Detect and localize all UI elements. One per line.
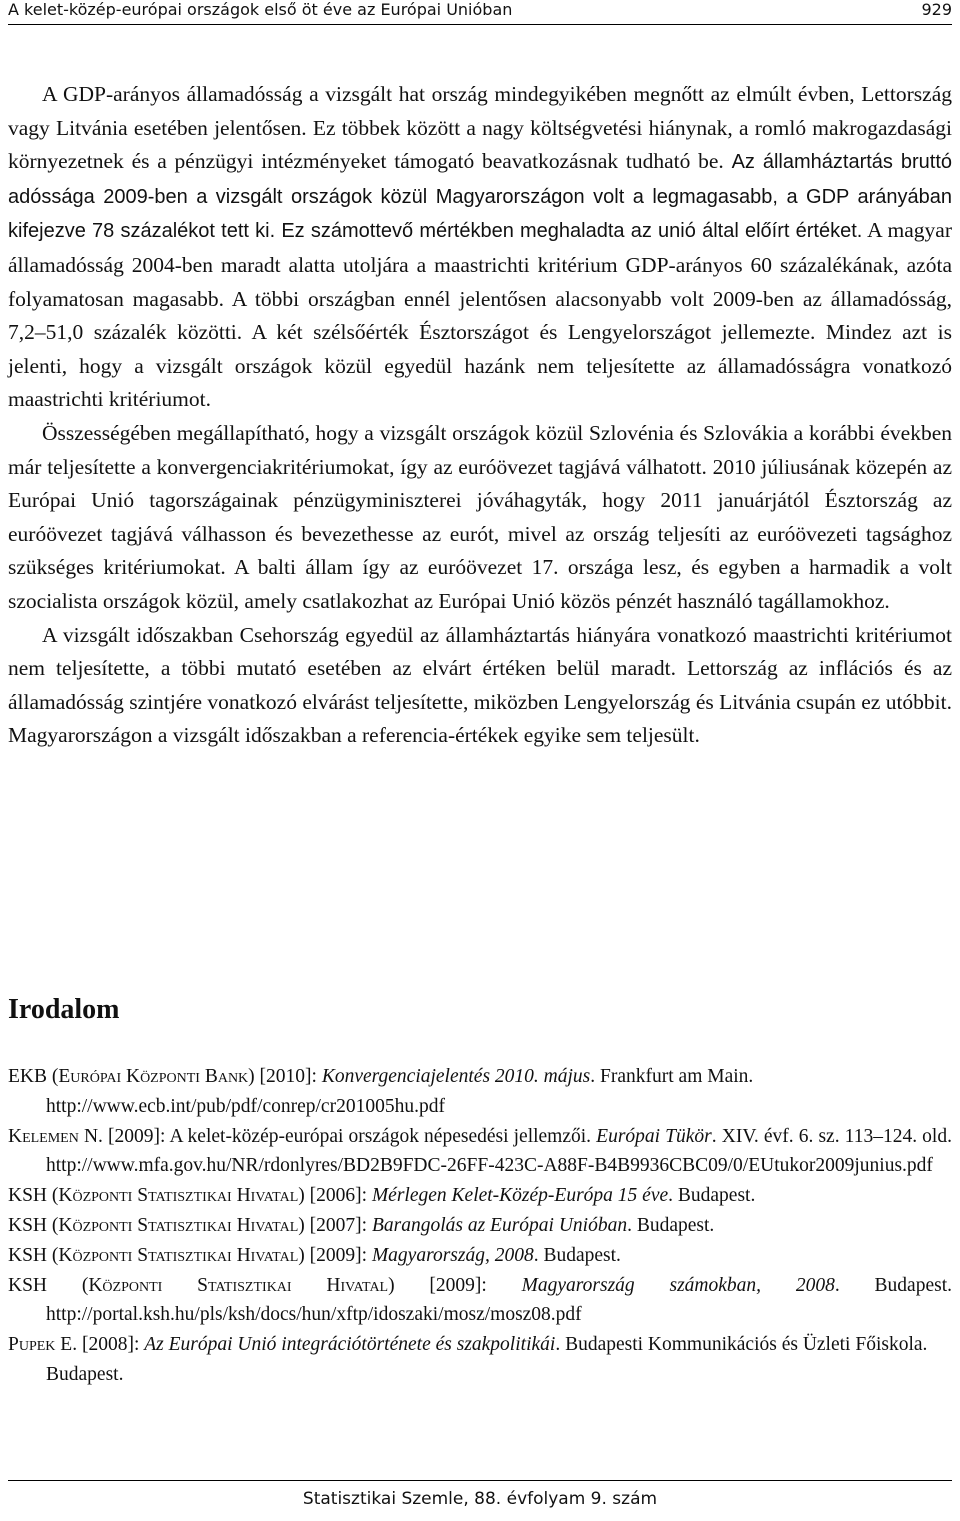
paragraph-gdp-debt — [8, 78, 952, 417]
reference-item — [8, 1241, 952, 1271]
reference-author: EKB (Európai Központi Bank) — [8, 1066, 255, 1087]
running-footer: Statisztikai Szemle, 88. évfolyam 9. szám — [8, 1480, 952, 1521]
reference-title: Az Európai Unió integrációtörténete és szakpolitikái — [144, 1334, 556, 1356]
reference-author: KSH (Központi Statisztikai Hivatal) — [8, 1274, 395, 1296]
reference-item — [8, 1330, 952, 1390]
reference-year: [2009]: — [102, 1125, 170, 1147]
reference-title: Barangolás az Európai Unióban — [371, 1214, 628, 1236]
reference-details: . Budapest. http://portal.ksh.hu/pls/ksh/docs/hun/xftp/idoszaki/mosz/mosz08.pdf — [46, 1274, 952, 1326]
paragraph-criteria: A vizsgált időszakban Csehország egyedül az államháztartás hiányára vonatkozó maastrichti kritériumot nem teljesítette, a többi mutató esetében az elvárt értéken belül maradt. Lettország az inflációs és az államadósság szintjére vonatkozó elvárást teljesítette, miközben Lengyelország és Litvánia csupán ez utóbbit. Magyarországon a vizsgált időszakban a referencia-értékek egyike sem teljesült. — [8, 622, 952, 748]
paragraph-eurozone: Összességében megállapítható, hogy a vizsgált országok közül Szlovénia és Szlovákia a korábbi években már teljesítette a konvergenciakritériumokat, így az euróövezet tagjává válhatott. 2010 júliusának közepén az Európai Unió tagországainak pénzügyminiszterei jóváhagyták, hogy 2011 januárjától Észtország az euróövezet tagjává válhasson és bevezethesse az eurót, mivel az ország teljesíti az euróövezeti tagsághoz szükséges kritériumokat. A balti állam így az euróövezet 17. országa lesz, és egyben a harmadik a volt szocialista országok közül, amely csatlakozhat az Európai Unió közös pénzét használó tagállamokhoz. — [8, 420, 952, 613]
reference-details: . Budapesti Kommunikációs és Üzleti Főiskola. Budapest. — [46, 1334, 928, 1385]
reference-item — [8, 1211, 952, 1241]
reference-details: . Budapest. — [627, 1214, 715, 1236]
reference-details: . Budapest. — [668, 1185, 756, 1207]
reference-item — [8, 1181, 952, 1211]
reference-details: . Budapest. — [533, 1244, 621, 1266]
reference-list — [8, 1062, 952, 1390]
section-title-references: Irodalom — [8, 994, 120, 1025]
paragraph-1-part-b: Az államháztartás bruttó adóssága 2009-ben a vizsgált országok közül Magyarországon volt a legmagasabb, a GDP arányában kifejezve 78 százalékot tett ki. Ez számottevő mértékben meghaladta az unió által előírt értéket. — [8, 151, 952, 243]
reference-author: Kelemen N. — [8, 1125, 103, 1147]
reference-details: . XIV. évf. 6. sz. 113–124. old. http://www.mfa.gov.hu/NR/rdonlyres/BD2B9FDC-26FF-423C-A88F-B4B9936CBC09/0/EUtukor2009junius.pdf — [46, 1125, 952, 1177]
reference-year: [2009]: — [304, 1244, 372, 1266]
reference-author: Pupek E. — [8, 1334, 78, 1356]
reference-item — [8, 1122, 952, 1182]
paragraph-1-part-a: A GDP-arányos államadósság a vizsgált hat ország mindegyikében megnőtt az elmúlt évben, Lettország vagy Litvánia esetében jelentősen. Ez többek között a nagy költségvetési hiánynak, a romló makrogazdasági környezetnek és a pénzügyi intézményeket támogató beavatkozásnak tudható be. — [8, 82, 952, 174]
reference-year: [2006]: — [304, 1185, 372, 1207]
page-number: 929 — [921, 0, 952, 19]
reference-title: Európai Tükör — [596, 1125, 712, 1147]
paragraph-1-part-d: A többi országban ennél jelentősen alacsonyabb volt 2009-ben az államadósság, 7,2–51,0 százalék közötti. A két szélsőérték Észtországot és Lengyelországot jellemezte. Mindez azt is jelenti, hogy a vizsgált országok közül egyedül hazánk nem teljesítette az államadósságra vonatkozó maastrichti kritériumot. — [8, 286, 952, 412]
running-header — [8, 0, 952, 25]
reference-details: . Frankfurt am Main. http://www.ecb.int/pub/pdf/conrep/cr201005hu.pdf — [46, 1066, 754, 1117]
reference-title: Konvergenciajelentés 2010. május — [321, 1066, 591, 1087]
reference-author: KSH (Központi Statisztikai Hivatal) — [8, 1244, 305, 1266]
reference-author: KSH (Központi Statisztikai Hivatal) — [8, 1185, 305, 1207]
reference-item — [8, 1062, 952, 1122]
reference-title: Mérlegen Kelet-Közép-Európa 15 éve — [371, 1185, 669, 1207]
reference-title: Magyarország számokban, 2008 — [521, 1274, 835, 1296]
reference-article-title: A kelet-közép-európai országok népesedési jellemzői. — [169, 1125, 597, 1147]
reference-author: KSH (Központi Statisztikai Hivatal) — [8, 1214, 305, 1236]
reference-year: [2009]: — [394, 1274, 522, 1296]
reference-title: Magyarország, 2008 — [371, 1244, 534, 1266]
paragraph-1-part-c: A magyar államadósság 2004-ben maradt alatta utoljára a maastrichti kritérium GDP-arányos 60 százalékának, azóta folyamatosan magasabb. — [8, 218, 952, 311]
reference-year: [2007]: — [304, 1214, 372, 1236]
running-title: A kelet-közép-európai országok első öt éve az Európai Unióban — [8, 0, 513, 19]
reference-item — [8, 1271, 952, 1331]
reference-year: [2008]: — [77, 1334, 145, 1356]
body-text — [8, 78, 952, 753]
reference-year: [2010]: — [254, 1066, 322, 1087]
